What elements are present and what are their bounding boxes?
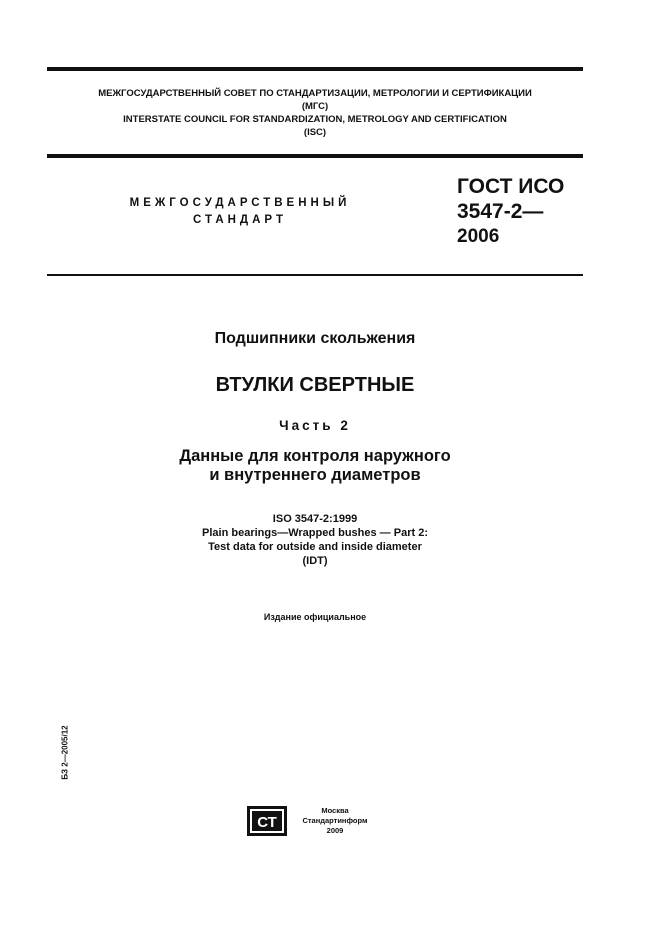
document-title: ВТУЛКИ СВЕРТНЫЕ xyxy=(215,374,415,396)
iso-number: ISO 3547-2:1999 xyxy=(272,513,358,525)
council-name-en: INTERSTATE COUNCIL FOR STANDARDIZATION, METROLOGY AND CERTIFICATION xyxy=(123,114,507,125)
standard-code-line1: ГОСТ ИСО xyxy=(457,175,565,198)
publisher-city: Москва xyxy=(321,806,349,815)
standard-type-line2: СТАНДАРТ xyxy=(193,214,287,226)
iso-title-line1: Plain bearings—Wrapped bushes — Part 2: xyxy=(202,527,428,539)
council-bottom-rule xyxy=(47,154,583,158)
council-abbr-en: (ISC) xyxy=(303,127,327,138)
iso-reference xyxy=(0,512,630,568)
document-subtitle-line2: и внутреннего диаметров xyxy=(209,466,421,484)
document-part: Часть 2 xyxy=(279,418,351,433)
svg-text:СТ: СТ xyxy=(257,814,277,831)
document-subtitle-line1: Данные для контроля наружного xyxy=(179,447,451,465)
top-rule xyxy=(47,67,583,71)
publisher-info xyxy=(290,806,380,836)
standard-code-line2: 3547-2— xyxy=(457,200,544,223)
council-name-ru: МЕЖГОСУДАРСТВЕННЫЙ СОВЕТ ПО СТАНДАРТИЗАЦИИ, МЕТРОЛОГИИ И СЕРТИФИКАЦИИ xyxy=(98,88,532,99)
document-subtitle xyxy=(0,447,630,485)
standard-code-line3: 2006 xyxy=(457,226,500,247)
standard-type-line1: МЕЖГОСУДАРСТВЕННЫЙ xyxy=(129,197,351,209)
iso-idt: (IDT) xyxy=(302,555,328,567)
standard-code xyxy=(457,174,564,249)
standartinform-logo-icon xyxy=(247,806,287,836)
side-note: БЗ 2—2005/12 xyxy=(60,725,70,780)
iso-title-line2: Test data for outside and inside diameter xyxy=(208,541,422,553)
header-bottom-rule xyxy=(47,274,583,276)
publisher-year: 2009 xyxy=(326,826,344,835)
council-header xyxy=(47,87,583,139)
edition-note: Издание официальное xyxy=(263,612,367,622)
publisher-name: Стандартинформ xyxy=(302,816,368,825)
standard-type xyxy=(90,195,390,229)
document-subject: Подшипники скольжения xyxy=(214,330,416,347)
council-abbr-ru: (МГС) xyxy=(301,101,329,112)
